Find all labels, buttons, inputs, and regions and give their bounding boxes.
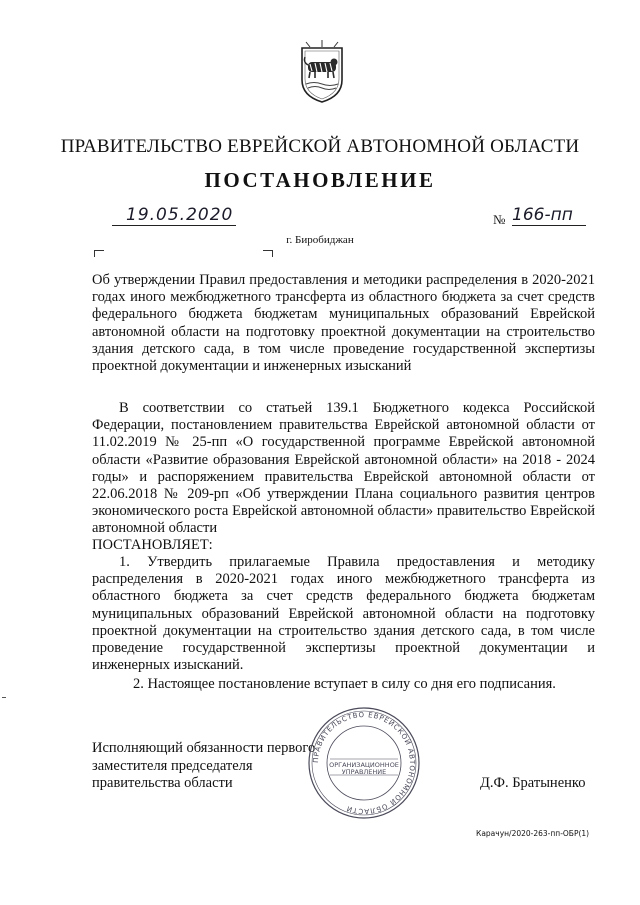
stamp-center-text-1: ОРГАНИЗАЦИОННОЕ	[329, 761, 399, 769]
preamble-paragraph: В соответствии со статьей 139.1 Бюджетного кодекса Российской Федерации, постановлением правительства Еврейской автономной области от 11.02.2019 № 25-пп «О государственной программе Еврейской автономной области «Развитие образования Еврейской автономной области» на 2018 - 2024 годы» и распоряжением правительства Еврейской автономной области от 22.06.2018 № 209-рп «Об утверждении Плана социального развития центров экономического роста Еврейской автономной области» правительство Еврейской автономной области	[92, 400, 595, 537]
document-date: 19.05.2020	[112, 205, 236, 226]
footer-reference: Карачун/2020-263-пп-ОБР(1)	[476, 829, 590, 838]
stamp-ring-text: ПРАВИТЕЛЬСТВО ЕВРЕЙСКОЙ АВТОНОМНОЙ ОБЛАСТИ	[311, 710, 417, 816]
city-name: г. Биробиджан	[286, 234, 354, 246]
decree-item-2: 2. Настоящее постановление вступает в силу со дня его подписания.	[133, 676, 556, 692]
subject-bracket-right	[263, 250, 273, 257]
document-number: 166-пп	[512, 205, 586, 226]
document-number-label: №	[493, 212, 506, 227]
subject-bracket-left	[94, 250, 104, 257]
scan-mark	[2, 697, 6, 698]
decree-item-1: 1. Утвердить прилагаемые Правила предоставления и методику распределения в 2020-2021 годах иного межбюджетного трансферта из областного бюджета за счет средств федерального бюджета бюджетам муниципальных образований Еврейской автономной области на подготовку проектной документации на строительство здания детского сада, в том числе проведение государственной экспертизы проектной документации и инженерных изысканий.	[92, 554, 595, 674]
coat-of-arms-emblem	[296, 38, 348, 106]
government-title: ПРАВИТЕЛЬСТВО ЕВРЕЙСКОЙ АВТОНОМНОЙ ОБЛАСТИ	[60, 136, 580, 157]
official-stamp	[306, 705, 422, 821]
stamp-center-text-2: УПРАВЛЕНИЕ	[341, 768, 387, 776]
document-type-title: ПОСТАНОВЛЕНИЕ	[204, 168, 436, 192]
signatory-name: Д.Ф. Братыненко	[480, 775, 586, 791]
document-subject: Об утверждении Правил предоставления и методики распределения в 2020-2021 годах иного межбюджетного трансферта из областного бюджета за счет средств федерального бюджета бюджетам муниципальных образований Еврейской автономной области на подготовку проектной документации на строительство здания детского сада, в том числе проведение государственной экспертизы проектной документации и инженерных изысканий	[92, 272, 595, 375]
decree-word: ПОСТАНОВЛЯЕТ:	[92, 537, 213, 553]
signatory-title: Исполняющий обязанности первого заместителя председателя правительства области	[92, 740, 316, 792]
